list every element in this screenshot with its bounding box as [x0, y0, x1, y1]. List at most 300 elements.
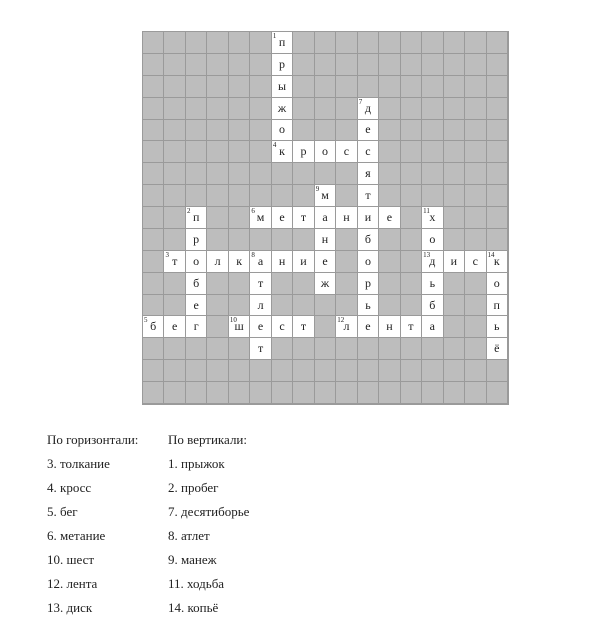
crossword-cell [186, 229, 207, 251]
blocked-cell [336, 163, 357, 185]
blocked-cell [207, 32, 228, 54]
crossword-cell [293, 141, 314, 163]
crossword-cell [358, 229, 379, 251]
crossword-cell [250, 207, 271, 229]
blocked-cell [444, 32, 465, 54]
crossword-cell [293, 316, 314, 338]
crossword-cell [272, 251, 293, 273]
blocked-cell [293, 360, 314, 382]
blocked-cell [336, 338, 357, 360]
blocked-cell [336, 120, 357, 142]
crossword-cell [143, 316, 164, 338]
cell-letter: б [429, 297, 436, 312]
crossword-cell [186, 273, 207, 295]
blocked-cell [143, 163, 164, 185]
crossword-cell [315, 207, 336, 229]
cell-letter: б [364, 231, 371, 246]
blocked-cell [487, 382, 508, 404]
blocked-cell [250, 141, 271, 163]
blocked-cell [250, 229, 271, 251]
blocked-cell [250, 76, 271, 98]
crossword-cell [272, 207, 293, 229]
cell-letter: к [236, 253, 243, 268]
blocked-cell [229, 120, 250, 142]
blocked-cell [336, 185, 357, 207]
blocked-cell [401, 163, 422, 185]
cell-letter: д [364, 100, 371, 115]
crossword-cell [422, 273, 443, 295]
crossword-cell [164, 251, 185, 273]
blocked-cell [465, 382, 486, 404]
cell-letter: г [193, 319, 199, 334]
blocked-cell [487, 141, 508, 163]
blocked-cell [336, 382, 357, 404]
blocked-cell [164, 207, 185, 229]
blocked-cell [401, 251, 422, 273]
blocked-cell [315, 382, 336, 404]
clue-item: 8. атлет [168, 528, 210, 543]
blocked-cell [465, 185, 486, 207]
blocked-cell [293, 338, 314, 360]
clue-item: 5. бег [47, 504, 78, 519]
blocked-cell [143, 120, 164, 142]
crossword-cell [487, 338, 508, 360]
crossword-cell [422, 251, 443, 273]
cell-letter: т [365, 188, 371, 203]
blocked-cell [293, 76, 314, 98]
crossword-cell [358, 163, 379, 185]
blocked-cell [465, 163, 486, 185]
blocked-cell [444, 141, 465, 163]
crossword-cell [207, 251, 228, 273]
blocked-cell [250, 382, 271, 404]
cell-letter: т [408, 319, 414, 334]
crossword-cell [250, 338, 271, 360]
blocked-cell [379, 163, 400, 185]
blocked-cell [315, 163, 336, 185]
cell-letter: к [493, 253, 500, 268]
cell-letter: о [493, 275, 500, 290]
cell-letter: е [193, 297, 199, 312]
blocked-cell [401, 76, 422, 98]
blocked-cell [272, 273, 293, 295]
blocked-cell [422, 185, 443, 207]
blocked-cell [229, 98, 250, 120]
blocked-cell [401, 360, 422, 382]
blocked-cell [379, 76, 400, 98]
blocked-cell [164, 229, 185, 251]
blocked-cell [401, 207, 422, 229]
crossword-grid [142, 31, 509, 405]
cell-letter: а [257, 253, 264, 268]
clue-item: 3. толкание [47, 456, 110, 471]
blocked-cell [401, 338, 422, 360]
blocked-cell [379, 185, 400, 207]
blocked-cell [465, 273, 486, 295]
crossword-cell [358, 98, 379, 120]
blocked-cell [293, 98, 314, 120]
clue-number: 9 [315, 185, 320, 194]
crossword-cell [272, 32, 293, 54]
crossword-cell [358, 295, 379, 317]
blocked-cell [444, 295, 465, 317]
cell-letter: ь [429, 275, 436, 290]
blocked-cell [422, 163, 443, 185]
cell-letter: и [450, 253, 458, 268]
cell-letter: ш [234, 319, 244, 334]
blocked-cell [487, 98, 508, 120]
blocked-cell [229, 273, 250, 295]
cell-letter: л [214, 253, 221, 268]
blocked-cell [272, 360, 293, 382]
blocked-cell [293, 273, 314, 295]
blocked-cell [207, 76, 228, 98]
crossword-cell [272, 141, 293, 163]
crossword-cell [315, 185, 336, 207]
blocked-cell [293, 120, 314, 142]
blocked-cell [164, 32, 185, 54]
crossword-cell [250, 295, 271, 317]
blocked-cell [250, 120, 271, 142]
cell-letter: с [472, 253, 478, 268]
blocked-cell [358, 76, 379, 98]
blocked-cell [379, 382, 400, 404]
horizontal-clues-title: По горизонтали: [47, 432, 139, 447]
clue-number: 14 [487, 250, 495, 259]
cell-letter: р [364, 275, 371, 290]
crossword-cell [422, 316, 443, 338]
blocked-cell [186, 360, 207, 382]
blocked-cell [487, 54, 508, 76]
blocked-cell [164, 295, 185, 317]
blocked-cell [229, 207, 250, 229]
blocked-cell [422, 338, 443, 360]
cell-letter: н [343, 209, 350, 224]
crossword-cell [358, 141, 379, 163]
blocked-cell [229, 141, 250, 163]
blocked-cell [186, 382, 207, 404]
blocked-cell [422, 76, 443, 98]
clue-number: 10 [229, 316, 237, 325]
crossword-cell [487, 316, 508, 338]
blocked-cell [207, 207, 228, 229]
blocked-cell [401, 382, 422, 404]
blocked-cell [379, 229, 400, 251]
blocked-cell [401, 295, 422, 317]
cell-letter: с [365, 144, 371, 159]
blocked-cell [336, 360, 357, 382]
cell-letter: л [257, 297, 264, 312]
blocked-cell [229, 382, 250, 404]
crossword-cell [422, 229, 443, 251]
clue-number: 13 [423, 250, 431, 259]
blocked-cell [379, 295, 400, 317]
blocked-cell [487, 185, 508, 207]
blocked-cell [487, 207, 508, 229]
blocked-cell [465, 360, 486, 382]
blocked-cell [293, 382, 314, 404]
crossword-cell [358, 251, 379, 273]
blocked-cell [336, 273, 357, 295]
blocked-cell [336, 229, 357, 251]
crossword-cell [379, 207, 400, 229]
blocked-cell [229, 295, 250, 317]
blocked-cell [229, 185, 250, 207]
blocked-cell [444, 54, 465, 76]
blocked-cell [401, 120, 422, 142]
blocked-cell [379, 120, 400, 142]
blocked-cell [207, 163, 228, 185]
crossword-cell [186, 207, 207, 229]
blocked-cell [401, 141, 422, 163]
cell-letter: е [257, 319, 264, 334]
blocked-cell [143, 251, 164, 273]
blocked-cell [444, 185, 465, 207]
blocked-cell [250, 360, 271, 382]
cell-letter: ь [365, 297, 371, 312]
cell-letter: п [493, 297, 500, 312]
crossword-cell [487, 251, 508, 273]
cell-letter: т [172, 253, 178, 268]
blocked-cell [444, 273, 465, 295]
blocked-cell [272, 338, 293, 360]
blocked-cell [315, 98, 336, 120]
blocked-cell [487, 120, 508, 142]
blocked-cell [186, 76, 207, 98]
cell-letter: р [300, 144, 307, 159]
blocked-cell [186, 54, 207, 76]
blocked-cell [293, 295, 314, 317]
cell-letter: а [322, 209, 328, 224]
blocked-cell [358, 32, 379, 54]
crossword-cell [272, 76, 293, 98]
cell-letter: ь [494, 319, 500, 334]
blocked-cell [164, 273, 185, 295]
blocked-cell [272, 229, 293, 251]
blocked-cell [229, 163, 250, 185]
blocked-cell [422, 382, 443, 404]
clue-number: 7 [358, 97, 363, 106]
blocked-cell [272, 163, 293, 185]
cell-letter: п [278, 34, 286, 49]
blocked-cell [422, 141, 443, 163]
horizontal-clues [47, 428, 138, 620]
blocked-cell [379, 98, 400, 120]
cell-letter: б [150, 319, 157, 334]
blocked-cell [444, 98, 465, 120]
blocked-cell [358, 382, 379, 404]
blocked-cell [186, 185, 207, 207]
cell-letter: с [343, 144, 350, 159]
crossword-cell [336, 207, 357, 229]
clue-item: 2. пробег [168, 480, 219, 495]
cell-letter: а [429, 319, 435, 334]
blocked-cell [186, 98, 207, 120]
cell-letter: к [279, 144, 285, 159]
blocked-cell [379, 251, 400, 273]
blocked-cell [336, 295, 357, 317]
blocked-cell [487, 229, 508, 251]
cell-letter: д [429, 253, 436, 268]
cell-letter: и [364, 209, 372, 224]
crossword-cell [379, 316, 400, 338]
blocked-cell [143, 54, 164, 76]
crossword-cell [487, 273, 508, 295]
cell-letter: р [193, 231, 200, 246]
blocked-cell [250, 32, 271, 54]
clue-number: 12 [337, 316, 345, 325]
cell-letter: е [279, 209, 285, 224]
cell-letter: е [365, 319, 371, 334]
crossword-cell [186, 316, 207, 338]
cell-letter: я [365, 166, 371, 181]
blocked-cell [336, 251, 357, 273]
crossword-cell [336, 316, 357, 338]
blocked-cell [207, 382, 228, 404]
blocked-cell [229, 54, 250, 76]
crossword-cell [358, 185, 379, 207]
blocked-cell [336, 32, 357, 54]
cell-letter: н [386, 319, 393, 334]
blocked-cell [465, 76, 486, 98]
blocked-cell [315, 295, 336, 317]
blocked-cell [465, 54, 486, 76]
blocked-cell [143, 207, 164, 229]
blocked-cell [444, 229, 465, 251]
clue-item: 12. лента [47, 576, 98, 591]
blocked-cell [164, 98, 185, 120]
blocked-cell [465, 338, 486, 360]
blocked-cell [465, 207, 486, 229]
blocked-cell [229, 338, 250, 360]
crossword-cell [250, 316, 271, 338]
cell-letter: о [279, 122, 286, 137]
blocked-cell [358, 360, 379, 382]
clue-number: 5 [144, 316, 148, 325]
crossword-cell [250, 273, 271, 295]
crossword-cell [272, 120, 293, 142]
blocked-cell [186, 32, 207, 54]
cell-letter: и [300, 253, 307, 268]
blocked-cell [164, 382, 185, 404]
cell-letter: е [386, 209, 393, 224]
blocked-cell [379, 32, 400, 54]
blocked-cell [444, 207, 465, 229]
clue-item: 9. манеж [168, 552, 217, 567]
blocked-cell [487, 32, 508, 54]
crossword-cell [422, 207, 443, 229]
crossword-cell [315, 273, 336, 295]
blocked-cell [272, 185, 293, 207]
blocked-cell [293, 229, 314, 251]
blocked-cell [207, 141, 228, 163]
blocked-cell [315, 32, 336, 54]
blocked-cell [465, 98, 486, 120]
blocked-cell [487, 163, 508, 185]
crossword-cell [229, 251, 250, 273]
cell-letter: м [321, 188, 329, 203]
blocked-cell [315, 54, 336, 76]
blocked-cell [444, 120, 465, 142]
crossword-cell [229, 316, 250, 338]
blocked-cell [315, 76, 336, 98]
crossword-cell [250, 251, 271, 273]
cell-letter: р [279, 56, 286, 71]
blocked-cell [207, 273, 228, 295]
blocked-cell [229, 32, 250, 54]
clue-item: 1. прыжок [168, 456, 225, 471]
clue-item: 11. ходьба [168, 576, 225, 591]
blocked-cell [143, 229, 164, 251]
clue-number: 8 [251, 250, 255, 259]
blocked-cell [358, 338, 379, 360]
blocked-cell [315, 316, 336, 338]
vertical-clues-title: По вертикали: [168, 432, 247, 447]
blocked-cell [229, 360, 250, 382]
blocked-cell [207, 54, 228, 76]
blocked-cell [315, 360, 336, 382]
blocked-cell [143, 273, 164, 295]
crossword-cell [186, 251, 207, 273]
blocked-cell [207, 295, 228, 317]
clue-number: 1 [272, 32, 277, 40]
cell-letter: х [429, 209, 436, 224]
blocked-cell [164, 141, 185, 163]
blocked-cell [164, 338, 185, 360]
blocked-cell [143, 338, 164, 360]
blocked-cell [250, 163, 271, 185]
crossword-cell [358, 273, 379, 295]
blocked-cell [164, 185, 185, 207]
crossword-cell [164, 316, 185, 338]
clue-number: 4 [272, 141, 277, 150]
blocked-cell [379, 273, 400, 295]
clue-item: 13. диск [47, 600, 93, 615]
crossword-cell [358, 207, 379, 229]
cell-letter: ж [277, 100, 287, 115]
blocked-cell [336, 54, 357, 76]
blocked-cell [401, 98, 422, 120]
blocked-cell [401, 229, 422, 251]
blocked-cell [143, 360, 164, 382]
blocked-cell [379, 141, 400, 163]
clue-number: 3 [165, 250, 169, 259]
crossword-cell [272, 98, 293, 120]
cell-letter: с [279, 319, 285, 334]
blocked-cell [465, 229, 486, 251]
clue-item: 6. метание [47, 528, 106, 543]
blocked-cell [444, 76, 465, 98]
cell-letter: о [364, 253, 371, 268]
blocked-cell [336, 98, 357, 120]
blocked-cell [164, 120, 185, 142]
cell-letter: е [322, 253, 328, 268]
clue-item: 7. десятиборье [168, 504, 250, 519]
crossword-cell [336, 141, 357, 163]
blocked-cell [229, 76, 250, 98]
blocked-cell [465, 295, 486, 317]
blocked-cell [186, 338, 207, 360]
blocked-cell [422, 98, 443, 120]
cell-letter: ы [278, 78, 287, 93]
blocked-cell [487, 360, 508, 382]
blocked-cell [465, 32, 486, 54]
crossword-cell [422, 295, 443, 317]
blocked-cell [186, 141, 207, 163]
blocked-cell [207, 360, 228, 382]
vertical-clues [168, 428, 249, 620]
blocked-cell [422, 54, 443, 76]
